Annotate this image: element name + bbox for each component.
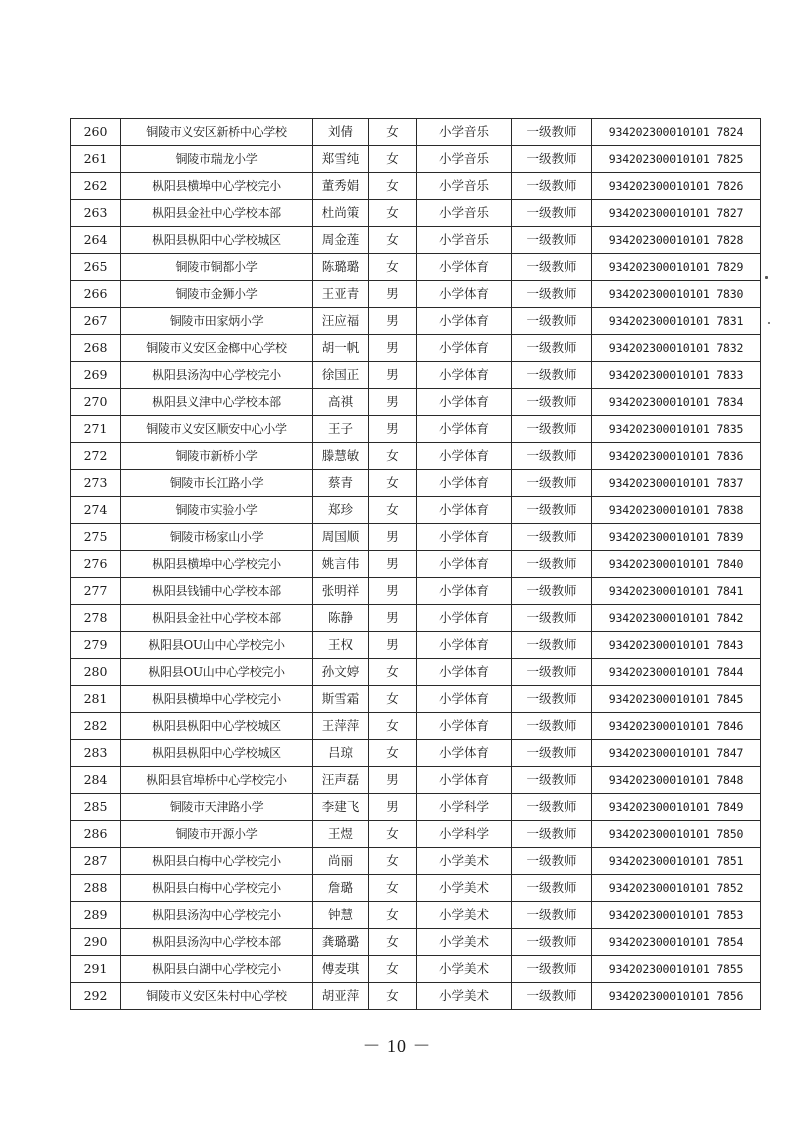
row-number-cell: 271 — [71, 416, 121, 443]
teacher-name-cell: 胡亚萍 — [313, 983, 369, 1010]
subject-cell: 小学美术 — [417, 956, 512, 983]
table-row — [71, 497, 761, 524]
gender-cell: 男 — [369, 362, 417, 389]
subject-cell: 小学体育 — [417, 578, 512, 605]
teacher-name-cell: 王子 — [313, 416, 369, 443]
row-number-cell: 261 — [71, 146, 121, 173]
table-row — [71, 578, 761, 605]
subject-cell: 小学体育 — [417, 254, 512, 281]
certificate-number-cell: 934202300010101 7827 — [592, 200, 761, 227]
table-row — [71, 551, 761, 578]
school-name-cell: 铜陵市田家炳小学 — [121, 308, 313, 335]
gender-cell: 女 — [369, 740, 417, 767]
gender-cell: 女 — [369, 227, 417, 254]
subject-cell: 小学科学 — [417, 821, 512, 848]
title-cell: 一级教师 — [512, 767, 592, 794]
row-number-cell: 267 — [71, 308, 121, 335]
row-number-cell: 289 — [71, 902, 121, 929]
gender-cell: 女 — [369, 956, 417, 983]
title-cell: 一级教师 — [512, 497, 592, 524]
school-name-cell: 枞阳县OU山中心学校完小 — [121, 632, 313, 659]
certificate-number-cell: 934202300010101 7836 — [592, 443, 761, 470]
table-row — [71, 902, 761, 929]
certificate-number-cell: 934202300010101 7838 — [592, 497, 761, 524]
gender-cell: 女 — [369, 848, 417, 875]
certificate-number-cell: 934202300010101 7845 — [592, 686, 761, 713]
subject-cell: 小学体育 — [417, 470, 512, 497]
gender-cell: 女 — [369, 875, 417, 902]
row-number-cell: 283 — [71, 740, 121, 767]
title-cell: 一级教师 — [512, 200, 592, 227]
certificate-number-cell: 934202300010101 7831 — [592, 308, 761, 335]
title-cell: 一级教师 — [512, 308, 592, 335]
school-name-cell: 铜陵市杨家山小学 — [121, 524, 313, 551]
school-name-cell: 铜陵市义安区新桥中心学校 — [121, 119, 313, 146]
gender-cell: 女 — [369, 713, 417, 740]
title-cell: 一级教师 — [512, 713, 592, 740]
title-cell: 一级教师 — [512, 281, 592, 308]
row-number-cell: 273 — [71, 470, 121, 497]
gender-cell: 男 — [369, 389, 417, 416]
school-name-cell: 枞阳县枞阳中心学校城区 — [121, 740, 313, 767]
teacher-name-cell: 钟慧 — [313, 902, 369, 929]
subject-cell: 小学体育 — [417, 524, 512, 551]
table-row — [71, 200, 761, 227]
teacher-table-body — [71, 119, 761, 1010]
school-name-cell: 枞阳县金社中心学校本部 — [121, 200, 313, 227]
table-row — [71, 794, 761, 821]
row-number-cell: 266 — [71, 281, 121, 308]
teacher-name-cell: 胡一帆 — [313, 335, 369, 362]
title-cell: 一级教师 — [512, 551, 592, 578]
title-cell: 一级教师 — [512, 956, 592, 983]
teacher-name-cell: 汪声磊 — [313, 767, 369, 794]
certificate-number-cell: 934202300010101 7847 — [592, 740, 761, 767]
subject-cell: 小学美术 — [417, 983, 512, 1010]
table-row — [71, 443, 761, 470]
title-cell: 一级教师 — [512, 875, 592, 902]
teacher-name-cell: 詹璐 — [313, 875, 369, 902]
table-row — [71, 254, 761, 281]
gender-cell: 女 — [369, 200, 417, 227]
gender-cell: 男 — [369, 578, 417, 605]
title-cell: 一级教师 — [512, 821, 592, 848]
certificate-number-cell: 934202300010101 7829 — [592, 254, 761, 281]
certificate-number-cell: 934202300010101 7834 — [592, 389, 761, 416]
teacher-name-cell: 高祺 — [313, 389, 369, 416]
certificate-number-cell: 934202300010101 7833 — [592, 362, 761, 389]
school-name-cell: 枞阳县钱铺中心学校本部 — [121, 578, 313, 605]
school-name-cell: 枞阳县官埠桥中心学校完小 — [121, 767, 313, 794]
title-cell: 一级教师 — [512, 686, 592, 713]
teacher-name-cell: 孙文婷 — [313, 659, 369, 686]
gender-cell: 女 — [369, 497, 417, 524]
table-row — [71, 632, 761, 659]
school-name-cell: 枞阳县义津中心学校本部 — [121, 389, 313, 416]
title-cell: 一级教师 — [512, 983, 592, 1010]
school-name-cell: 铜陵市实验小学 — [121, 497, 313, 524]
certificate-number-cell: 934202300010101 7844 — [592, 659, 761, 686]
title-cell: 一级教师 — [512, 389, 592, 416]
subject-cell: 小学科学 — [417, 794, 512, 821]
gender-cell: 女 — [369, 146, 417, 173]
gender-cell: 女 — [369, 443, 417, 470]
subject-cell: 小学体育 — [417, 686, 512, 713]
school-name-cell: 枞阳县白湖中心学校完小 — [121, 956, 313, 983]
table-row — [71, 740, 761, 767]
teacher-name-cell: 王权 — [313, 632, 369, 659]
school-name-cell: 铜陵市义安区顺安中心小学 — [121, 416, 313, 443]
table-row — [71, 146, 761, 173]
certificate-number-cell: 934202300010101 7832 — [592, 335, 761, 362]
certificate-number-cell: 934202300010101 7853 — [592, 902, 761, 929]
certificate-number-cell: 934202300010101 7824 — [592, 119, 761, 146]
teacher-name-cell: 徐国正 — [313, 362, 369, 389]
teacher-name-cell: 李建飞 — [313, 794, 369, 821]
school-name-cell: 枞阳县横埠中心学校完小 — [121, 173, 313, 200]
row-number-cell: 279 — [71, 632, 121, 659]
subject-cell: 小学体育 — [417, 335, 512, 362]
row-number-cell: 260 — [71, 119, 121, 146]
certificate-number-cell: 934202300010101 7843 — [592, 632, 761, 659]
row-number-cell: 290 — [71, 929, 121, 956]
row-number-cell: 269 — [71, 362, 121, 389]
title-cell: 一级教师 — [512, 524, 592, 551]
teacher-name-cell: 郑珍 — [313, 497, 369, 524]
row-number-cell: 272 — [71, 443, 121, 470]
table-row — [71, 227, 761, 254]
teacher-name-cell: 尚丽 — [313, 848, 369, 875]
certificate-number-cell: 934202300010101 7828 — [592, 227, 761, 254]
table-row — [71, 605, 761, 632]
certificate-number-cell: 934202300010101 7855 — [592, 956, 761, 983]
table-row — [71, 848, 761, 875]
row-number-cell: 276 — [71, 551, 121, 578]
certificate-number-cell: 934202300010101 7835 — [592, 416, 761, 443]
certificate-number-cell: 934202300010101 7840 — [592, 551, 761, 578]
teacher-name-cell: 张明祥 — [313, 578, 369, 605]
row-number-cell: 285 — [71, 794, 121, 821]
subject-cell: 小学美术 — [417, 848, 512, 875]
row-number-cell: 264 — [71, 227, 121, 254]
row-number-cell: 280 — [71, 659, 121, 686]
teacher-name-cell: 郑雪纯 — [313, 146, 369, 173]
row-number-cell: 292 — [71, 983, 121, 1010]
title-cell: 一级教师 — [512, 632, 592, 659]
school-name-cell: 枞阳县OU山中心学校完小 — [121, 659, 313, 686]
teacher-name-cell: 杜尚策 — [313, 200, 369, 227]
table-row — [71, 119, 761, 146]
certificate-number-cell: 934202300010101 7826 — [592, 173, 761, 200]
gender-cell: 女 — [369, 821, 417, 848]
school-name-cell: 枞阳县枞阳中心学校城区 — [121, 713, 313, 740]
subject-cell: 小学体育 — [417, 659, 512, 686]
school-name-cell: 枞阳县横埠中心学校完小 — [121, 686, 313, 713]
gender-cell: 男 — [369, 767, 417, 794]
certificate-number-cell: 934202300010101 7825 — [592, 146, 761, 173]
school-name-cell: 铜陵市天津路小学 — [121, 794, 313, 821]
teacher-name-cell: 王萍萍 — [313, 713, 369, 740]
gender-cell: 女 — [369, 929, 417, 956]
certificate-number-cell: 934202300010101 7830 — [592, 281, 761, 308]
row-number-cell: 263 — [71, 200, 121, 227]
row-number-cell: 287 — [71, 848, 121, 875]
school-name-cell: 枞阳县汤沟中心学校完小 — [121, 902, 313, 929]
title-cell: 一级教师 — [512, 659, 592, 686]
teacher-name-cell: 周国顺 — [313, 524, 369, 551]
title-cell: 一级教师 — [512, 605, 592, 632]
title-cell: 一级教师 — [512, 254, 592, 281]
teacher-name-cell: 蔡青 — [313, 470, 369, 497]
row-number-cell: 274 — [71, 497, 121, 524]
subject-cell: 小学音乐 — [417, 173, 512, 200]
title-cell: 一级教师 — [512, 929, 592, 956]
table-row — [71, 389, 761, 416]
table-row — [71, 956, 761, 983]
table-row — [71, 929, 761, 956]
title-cell: 一级教师 — [512, 416, 592, 443]
row-number-cell: 286 — [71, 821, 121, 848]
teacher-name-cell: 傅麦琪 — [313, 956, 369, 983]
gender-cell: 男 — [369, 524, 417, 551]
school-name-cell: 枞阳县枞阳中心学校城区 — [121, 227, 313, 254]
table-row — [71, 173, 761, 200]
subject-cell: 小学体育 — [417, 308, 512, 335]
subject-cell: 小学美术 — [417, 875, 512, 902]
gender-cell: 男 — [369, 794, 417, 821]
subject-cell: 小学音乐 — [417, 200, 512, 227]
row-number-cell: 262 — [71, 173, 121, 200]
school-name-cell: 铜陵市瑞龙小学 — [121, 146, 313, 173]
table-row — [71, 659, 761, 686]
teacher-name-cell: 陈璐璐 — [313, 254, 369, 281]
gender-cell: 男 — [369, 281, 417, 308]
scan-speck — [768, 322, 770, 324]
title-cell: 一级教师 — [512, 848, 592, 875]
teacher-name-cell: 姚言伟 — [313, 551, 369, 578]
table-row — [71, 470, 761, 497]
teacher-name-cell: 王亚青 — [313, 281, 369, 308]
title-cell: 一级教师 — [512, 578, 592, 605]
school-name-cell: 枞阳县白梅中心学校完小 — [121, 848, 313, 875]
title-cell: 一级教师 — [512, 794, 592, 821]
row-number-cell: 291 — [71, 956, 121, 983]
table-row — [71, 416, 761, 443]
certificate-number-cell: 934202300010101 7852 — [592, 875, 761, 902]
gender-cell: 女 — [369, 470, 417, 497]
certificate-number-cell: 934202300010101 7856 — [592, 983, 761, 1010]
row-number-cell: 277 — [71, 578, 121, 605]
subject-cell: 小学美术 — [417, 902, 512, 929]
teacher-name-cell: 滕慧敏 — [313, 443, 369, 470]
certificate-number-cell: 934202300010101 7850 — [592, 821, 761, 848]
title-cell: 一级教师 — [512, 902, 592, 929]
scan-speck — [765, 276, 768, 279]
gender-cell: 男 — [369, 551, 417, 578]
title-cell: 一级教师 — [512, 227, 592, 254]
subject-cell: 小学体育 — [417, 605, 512, 632]
table-row — [71, 875, 761, 902]
school-name-cell: 铜陵市铜都小学 — [121, 254, 313, 281]
gender-cell: 女 — [369, 119, 417, 146]
school-name-cell: 铜陵市开源小学 — [121, 821, 313, 848]
table-row — [71, 983, 761, 1010]
gender-cell: 男 — [369, 416, 417, 443]
school-name-cell: 铜陵市义安区金榔中心学校 — [121, 335, 313, 362]
gender-cell: 女 — [369, 686, 417, 713]
certificate-number-cell: 934202300010101 7837 — [592, 470, 761, 497]
certificate-number-cell: 934202300010101 7849 — [592, 794, 761, 821]
title-cell: 一级教师 — [512, 173, 592, 200]
teacher-name-cell: 汪应福 — [313, 308, 369, 335]
gender-cell: 男 — [369, 308, 417, 335]
school-name-cell: 枞阳县金社中心学校本部 — [121, 605, 313, 632]
subject-cell: 小学音乐 — [417, 227, 512, 254]
subject-cell: 小学体育 — [417, 362, 512, 389]
table-row — [71, 524, 761, 551]
subject-cell: 小学体育 — [417, 443, 512, 470]
subject-cell: 小学音乐 — [417, 146, 512, 173]
table-row — [71, 335, 761, 362]
teacher-name-cell: 陈静 — [313, 605, 369, 632]
subject-cell: 小学体育 — [417, 389, 512, 416]
school-name-cell: 铜陵市长江路小学 — [121, 470, 313, 497]
row-number-cell: 278 — [71, 605, 121, 632]
certificate-number-cell: 934202300010101 7854 — [592, 929, 761, 956]
row-number-cell: 270 — [71, 389, 121, 416]
subject-cell: 小学体育 — [417, 497, 512, 524]
gender-cell: 男 — [369, 335, 417, 362]
table-row — [71, 362, 761, 389]
school-name-cell: 枞阳县汤沟中心学校本部 — [121, 929, 313, 956]
teacher-table — [70, 118, 761, 1010]
title-cell: 一级教师 — [512, 119, 592, 146]
row-number-cell: 275 — [71, 524, 121, 551]
certificate-number-cell: 934202300010101 7839 — [592, 524, 761, 551]
title-cell: 一级教师 — [512, 470, 592, 497]
school-name-cell: 枞阳县白梅中心学校完小 — [121, 875, 313, 902]
subject-cell: 小学体育 — [417, 767, 512, 794]
table-row — [71, 686, 761, 713]
table-row — [71, 308, 761, 335]
certificate-number-cell: 934202300010101 7848 — [592, 767, 761, 794]
subject-cell: 小学体育 — [417, 713, 512, 740]
school-name-cell: 枞阳县汤沟中心学校完小 — [121, 362, 313, 389]
row-number-cell: 281 — [71, 686, 121, 713]
teacher-name-cell: 吕琼 — [313, 740, 369, 767]
gender-cell: 男 — [369, 632, 417, 659]
title-cell: 一级教师 — [512, 146, 592, 173]
title-cell: 一级教师 — [512, 443, 592, 470]
table-row — [71, 821, 761, 848]
row-number-cell: 268 — [71, 335, 121, 362]
certificate-number-cell: 934202300010101 7851 — [592, 848, 761, 875]
row-number-cell: 265 — [71, 254, 121, 281]
school-name-cell: 铜陵市义安区朱村中心学校 — [121, 983, 313, 1010]
gender-cell: 女 — [369, 983, 417, 1010]
gender-cell: 女 — [369, 902, 417, 929]
school-name-cell: 枞阳县横埠中心学校完小 — [121, 551, 313, 578]
certificate-number-cell: 934202300010101 7841 — [592, 578, 761, 605]
gender-cell: 女 — [369, 254, 417, 281]
teacher-name-cell: 董秀娟 — [313, 173, 369, 200]
school-name-cell: 铜陵市金狮小学 — [121, 281, 313, 308]
subject-cell: 小学体育 — [417, 416, 512, 443]
subject-cell: 小学美术 — [417, 929, 512, 956]
gender-cell: 女 — [369, 659, 417, 686]
title-cell: 一级教师 — [512, 335, 592, 362]
page-number: － 10 － — [362, 1036, 432, 1056]
title-cell: 一级教师 — [512, 362, 592, 389]
table-row — [71, 767, 761, 794]
subject-cell: 小学体育 — [417, 740, 512, 767]
gender-cell: 男 — [369, 605, 417, 632]
row-number-cell: 284 — [71, 767, 121, 794]
teacher-name-cell: 刘倩 — [313, 119, 369, 146]
subject-cell: 小学体育 — [417, 632, 512, 659]
table-row — [71, 713, 761, 740]
subject-cell: 小学体育 — [417, 281, 512, 308]
subject-cell: 小学音乐 — [417, 119, 512, 146]
gender-cell: 女 — [369, 173, 417, 200]
certificate-number-cell: 934202300010101 7842 — [592, 605, 761, 632]
teacher-name-cell: 斯雪霜 — [313, 686, 369, 713]
row-number-cell: 282 — [71, 713, 121, 740]
table-row — [71, 281, 761, 308]
certificate-number-cell: 934202300010101 7846 — [592, 713, 761, 740]
row-number-cell: 288 — [71, 875, 121, 902]
school-name-cell: 铜陵市新桥小学 — [121, 443, 313, 470]
teacher-name-cell: 龚璐璐 — [313, 929, 369, 956]
title-cell: 一级教师 — [512, 740, 592, 767]
subject-cell: 小学体育 — [417, 551, 512, 578]
teacher-name-cell: 王煜 — [313, 821, 369, 848]
teacher-name-cell: 周金莲 — [313, 227, 369, 254]
